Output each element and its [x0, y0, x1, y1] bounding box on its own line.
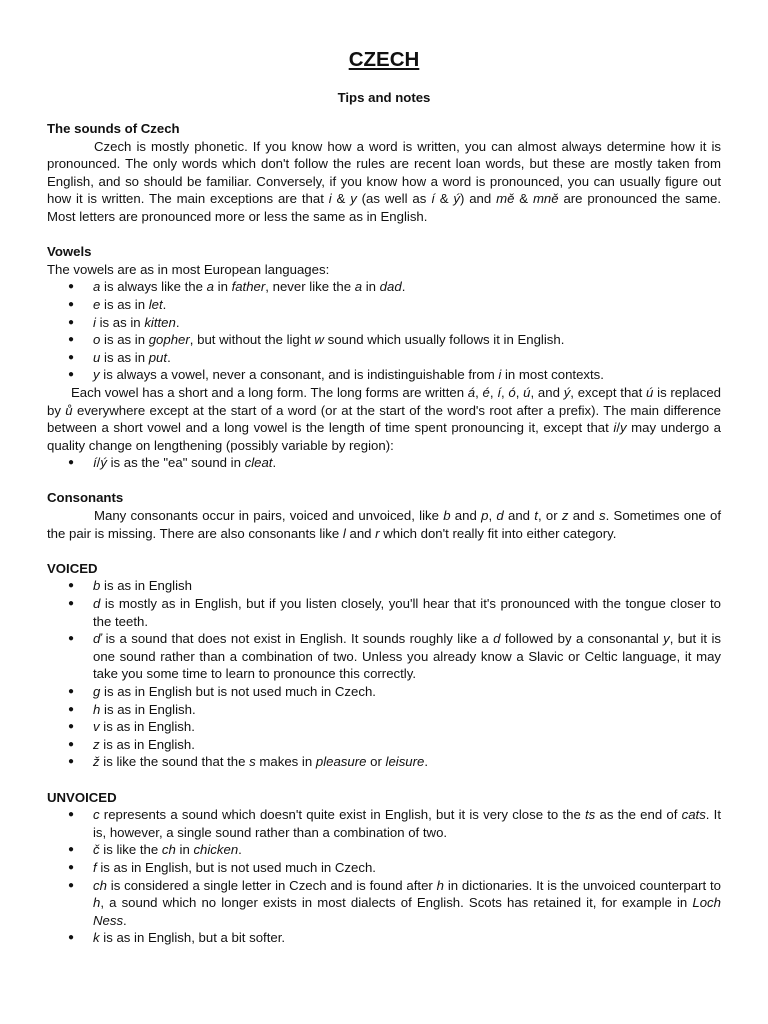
italic-run: ú: [646, 384, 654, 400]
text-run: Each vowel has a short and a long form. The long forms are written: [71, 384, 468, 400]
bullet-icon: ●: [68, 861, 75, 873]
italic-run: c: [93, 807, 100, 823]
text-run: may undergo a quality change on lengthening (possibly variable by region):: [47, 420, 721, 453]
vowels-heading: Vowels: [47, 244, 92, 260]
text-run: , except that: [570, 384, 647, 400]
italic-run: í: [497, 384, 501, 400]
italic-run: í: [93, 455, 97, 471]
text-run: .: [162, 296, 167, 312]
italic-run: g: [93, 684, 101, 699]
text-run: (as well as: [356, 191, 432, 207]
text-run: is as in English, but is not used much in Czech.: [96, 859, 376, 875]
unvoiced-list: [47, 806, 721, 947]
list-item: [68, 701, 721, 719]
italic-run: i: [613, 420, 617, 436]
text-run: is always a vowel, never a consonant, and is indistinguishable from: [99, 367, 499, 383]
text-run: Many consonants occur in pairs, voiced and unvoiced, like: [94, 508, 444, 524]
bullet-icon: ●: [68, 721, 75, 733]
text-run: is as in English.: [99, 736, 195, 752]
italic-run: b: [93, 578, 101, 594]
list-item: [68, 630, 721, 683]
italic-run: b: [443, 508, 451, 524]
italic-run: á: [467, 384, 476, 400]
list-item: [68, 753, 721, 771]
italic-run: ú: [523, 384, 531, 400]
italic-run: a: [93, 279, 101, 295]
text-run: represents a sound which doesn't quite exist in English, but it is very close to the: [99, 807, 585, 823]
italic-run: cats: [681, 807, 706, 823]
bullet-icon: ●: [68, 351, 75, 363]
italic-run: ch: [93, 877, 107, 893]
italic-run: r: [375, 525, 380, 541]
italic-run: y: [663, 631, 670, 647]
voiced-heading: VOICED: [47, 560, 98, 576]
text-run: , but without the light: [189, 332, 315, 348]
italic-run: father: [231, 279, 266, 295]
italic-run: y: [620, 420, 627, 436]
text-run: makes in: [255, 754, 316, 770]
text-run: is considered a single letter in Czech and is found after: [106, 877, 437, 893]
bullet-icon: ●: [68, 598, 75, 610]
text-run: which don't really fit into either category.: [379, 525, 617, 541]
text-run: /: [616, 420, 620, 436]
text-run: is as in English.: [99, 719, 195, 735]
list-item: [68, 683, 721, 701]
spacer: [47, 771, 721, 789]
italic-run: put: [148, 349, 168, 365]
text-run: . It is, however, a single sound rather than a combination of two.: [93, 807, 722, 840]
text-run: in: [175, 842, 194, 858]
italic-run: é: [482, 384, 490, 400]
italic-run: w: [314, 332, 324, 348]
text-run: is as in English but is not used much in Czech.: [100, 684, 376, 699]
text-run: is as the "ea" sound in: [106, 455, 245, 471]
bullet-icon: ●: [68, 334, 75, 346]
italic-run: kitten: [144, 314, 176, 330]
italic-run: pleasure: [315, 754, 367, 770]
bullet-icon: ●: [68, 686, 75, 697]
text-run: is as in English: [100, 578, 192, 594]
italic-run: i: [328, 191, 332, 207]
text-run: is like the sound that the: [99, 754, 250, 770]
italic-run: s: [599, 508, 606, 524]
consonants-heading: Consonants: [47, 490, 124, 506]
text-run: ,: [489, 384, 498, 400]
list-item: [68, 859, 721, 877]
italic-run: dad: [379, 279, 402, 295]
vowels-long-paragraph: [47, 384, 721, 454]
list-item: [68, 454, 721, 472]
text-run: , or: [537, 508, 562, 524]
list-item: [68, 366, 721, 384]
italic-run: d: [493, 631, 501, 647]
list-item: [68, 331, 721, 349]
text-run: is as in English.: [100, 701, 196, 717]
bullet-icon: ●: [68, 756, 75, 768]
text-run: is as in: [100, 332, 149, 348]
list-item: [68, 736, 721, 754]
italic-run: č: [93, 842, 100, 858]
text-run: in: [362, 279, 380, 295]
list-item: [68, 278, 721, 296]
voiced-list: [47, 577, 721, 771]
text-run: .: [175, 314, 180, 330]
list-item: [68, 595, 721, 630]
bullet-icon: ●: [68, 633, 75, 645]
italic-run: l: [342, 525, 346, 541]
italic-run: z: [561, 508, 569, 524]
text-run: ,: [500, 384, 509, 400]
list-item: [68, 806, 722, 841]
text-run: ,: [515, 384, 524, 400]
italic-run: ý: [453, 191, 460, 207]
list-item: [68, 577, 721, 595]
text-run: sound which usually follows it in English.: [323, 332, 565, 348]
text-run: and: [503, 508, 535, 524]
text-run: in: [213, 279, 232, 295]
text-run: , but it is one sound rather than a combination of two. Unless you already know a Slavic or Celtic language, it may take you some time to learn to pronounce this correctly.: [93, 631, 721, 682]
bullet-icon: ●: [68, 738, 75, 750]
italic-run: i: [93, 314, 96, 330]
text-run: is like the: [99, 842, 162, 858]
italic-run: o: [93, 332, 101, 348]
text-run: and: [450, 508, 482, 524]
text-run: /: [96, 455, 101, 471]
text-run: in most contexts.: [501, 367, 604, 383]
italic-run: u: [93, 349, 101, 365]
bullet-icon: ●: [68, 281, 75, 293]
vowels-intro: The vowels are as in most European languages:: [47, 261, 330, 277]
italic-run: ó: [508, 384, 516, 400]
italic-run: ď: [93, 631, 102, 647]
bullet-icon: ●: [68, 703, 75, 715]
italic-run: mně: [532, 191, 559, 207]
italic-run: leisure: [385, 754, 425, 770]
text-run: .: [401, 279, 406, 295]
text-run: , a sound which no longer exists in most dialects of English. Scots has retained it, for example in: [100, 895, 693, 911]
text-run: .: [238, 842, 242, 858]
italic-run: ž: [93, 754, 100, 770]
sounds-paragraph: [47, 138, 721, 226]
text-run: &: [514, 191, 533, 207]
list-item: [68, 929, 721, 947]
text-run: is always like the: [100, 279, 207, 295]
italic-run: let: [148, 296, 163, 312]
italic-run: d: [93, 596, 101, 612]
italic-run: f: [93, 859, 97, 875]
page-subtitle: Tips and notes: [337, 90, 431, 105]
list-item: [68, 296, 721, 314]
spacer: [47, 226, 721, 244]
text-run: ) and: [459, 191, 497, 207]
italic-run: h: [93, 895, 101, 911]
italic-run: e: [93, 296, 101, 312]
italic-run: h: [436, 877, 444, 893]
italic-run: mě: [496, 191, 515, 207]
italic-run: cleat: [244, 455, 273, 471]
unvoiced-heading: UNVOICED: [47, 789, 117, 805]
italic-run: h: [93, 701, 101, 717]
bullet-icon: ●: [68, 932, 75, 944]
vowels-list: [47, 278, 721, 384]
list-item: [68, 349, 721, 367]
italic-run: y: [350, 191, 357, 207]
list-item: [68, 841, 721, 859]
text-run: or: [366, 754, 386, 770]
list-item: [68, 877, 721, 930]
italic-run: a: [354, 279, 363, 295]
consonants-paragraph: [47, 507, 721, 542]
italic-run: ý: [100, 455, 107, 471]
italic-run: k: [93, 930, 100, 946]
text-run: as the end of: [595, 807, 682, 823]
text-run: &: [331, 191, 351, 207]
italic-run: y: [93, 367, 100, 383]
sounds-heading: The sounds of Czech: [47, 121, 180, 136]
bullet-icon: ●: [68, 809, 75, 821]
text-run: is as in: [100, 296, 149, 312]
text-run: is a sound that does not exist in English. It sounds roughly like a: [101, 631, 494, 647]
list-item: [68, 718, 721, 736]
text-run: .: [123, 912, 127, 928]
text-run: everywhere except at the start of a word (or at the start of the word's root after a prefix). The main difference between a short vowel and a long vowel is the length of time spent pronouncing it, except that: [47, 402, 722, 436]
bullet-icon: ●: [68, 879, 75, 891]
italic-run: t: [534, 508, 538, 524]
bullet-icon: ●: [68, 298, 75, 310]
long-vowel-list: [47, 454, 721, 472]
italic-run: a: [206, 279, 214, 295]
text-run: .: [167, 349, 171, 365]
text-run: is as in English, but a bit softer.: [99, 930, 286, 946]
text-run: .: [272, 455, 277, 471]
italic-run: ů: [65, 402, 73, 418]
text-run: Czech is mostly phonetic. If you know how a word is written, you can almost always determine how it is pronounced. The only words which don't follow the rules are recent loan words, but these are mostly taken from English, and so should be familiar. Conversely, if you know how a word is pronounced, you can usually figure out how it is written. The main exceptions are that: [47, 138, 721, 207]
italic-run: v: [93, 719, 100, 735]
italic-run: í: [431, 191, 435, 207]
text-run: . Sometimes one of the pair is missing. There are also consonants like: [47, 508, 722, 541]
text-run: and: [568, 508, 599, 524]
text-run: , never like the: [265, 279, 355, 295]
italic-run: d: [496, 508, 504, 524]
bullet-icon: ●: [68, 844, 75, 856]
bullet-icon: ●: [68, 369, 75, 381]
italic-run: gopher: [148, 332, 190, 348]
text-run: and: [345, 525, 376, 541]
italic-run: ts: [585, 807, 596, 823]
bullet-icon: ●: [68, 580, 75, 592]
text-run: followed by a consonantal: [500, 631, 664, 647]
italic-run: z: [93, 736, 100, 752]
bullet-icon: ●: [68, 316, 75, 328]
text-run: ,: [475, 384, 483, 400]
italic-run: i: [498, 367, 502, 383]
text-run: .: [424, 754, 429, 770]
text-run: are pronounced the same. Most letters are pronounced more or less the same as in English.: [47, 191, 721, 224]
text-run: is mostly as in English, but if you listen closely, you'll hear that it's pronounced with the tongue closer to the teeth.: [93, 596, 721, 629]
italic-run: p: [481, 508, 489, 524]
italic-run: ch: [161, 842, 176, 858]
text-run: is as in: [95, 314, 145, 330]
text-run: is as in: [100, 349, 149, 365]
text-run: , and: [530, 384, 564, 400]
spacer: [47, 472, 721, 490]
page-title: CZECH: [348, 48, 420, 71]
bullet-icon: ●: [68, 457, 75, 469]
text-run: is replaced by: [47, 384, 721, 418]
italic-run: Loch Ness: [93, 895, 721, 928]
italic-run: ý: [563, 384, 571, 400]
text-run: ,: [488, 508, 497, 524]
list-item: [68, 314, 721, 332]
text-run: &: [434, 191, 454, 207]
italic-run: s: [249, 754, 256, 770]
spacer: [47, 542, 721, 560]
text-run: in dictionaries. It is the unvoiced counterpart to: [444, 877, 721, 893]
italic-run: chicken: [193, 842, 239, 858]
